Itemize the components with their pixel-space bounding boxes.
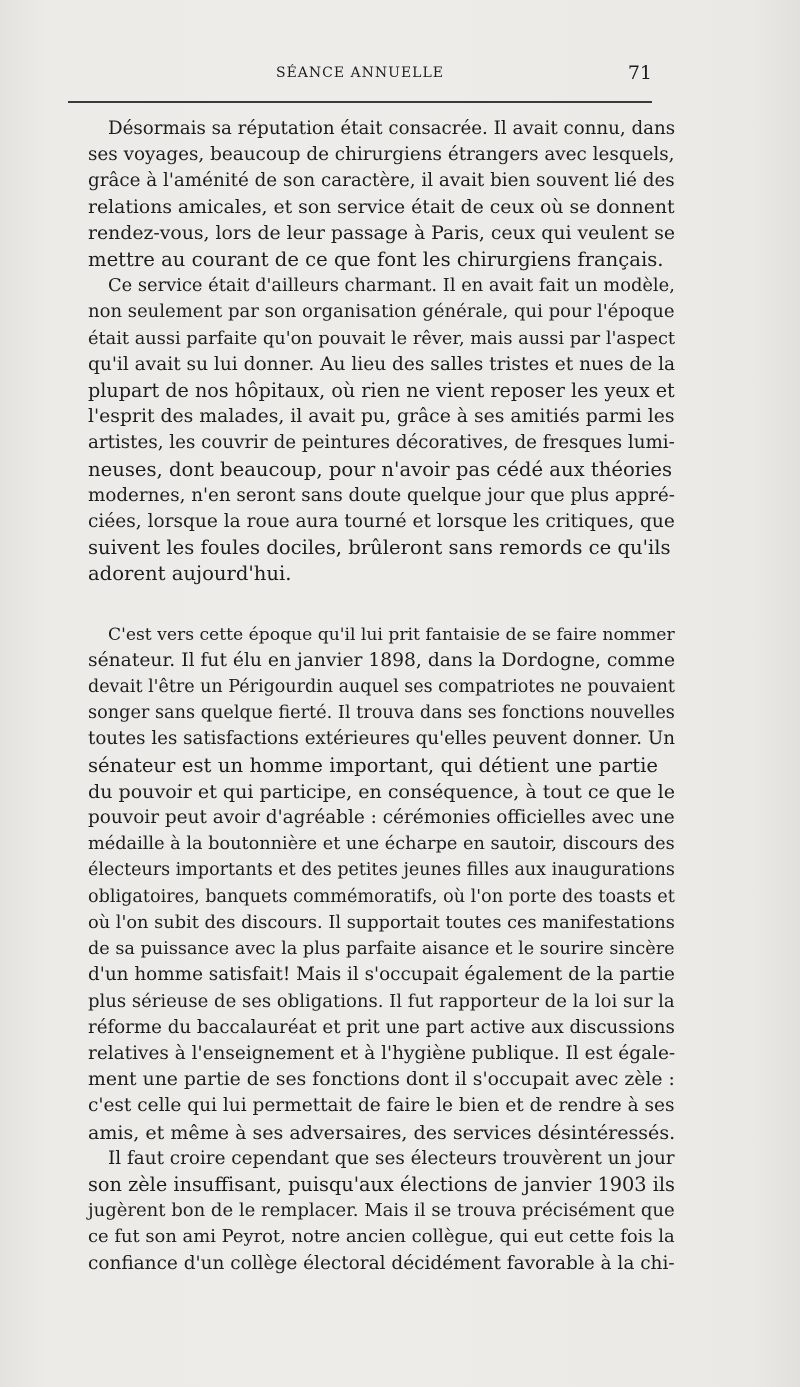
- text-line: de sa puissance avec la plus parfaite aisance et le sourire sincère: [88, 939, 675, 960]
- text-line: plus sérieuse de ses obligations. Il fut rapporteur de la loi sur la: [88, 990, 675, 1012]
- text-line: son zèle insuffisant, puisqu'aux élections de janvier 1903 ils: [88, 1172, 675, 1196]
- header-rule: [68, 101, 652, 103]
- text-line: qu'il avait su lui donner. Au lieu des salles tristes et nues de la: [88, 353, 676, 375]
- text-line: neuses, dont beaucoup, pour n'avoir pas cédé aux théories: [88, 457, 673, 481]
- text-line: confiance d'un collège électoral décidément favorable à la chi-: [88, 1252, 675, 1274]
- text-line: grâce à l'aménité de son caractère, il avait bien souvent lié des: [88, 170, 675, 192]
- text-line: du pouvoir et qui participe, en conséquence, à tout ce que le: [88, 780, 675, 803]
- text-line: ses voyages, beaucoup de chirurgiens étrangers avec lesquels,: [88, 144, 675, 166]
- text-line: non seulement par son organisation générale, qui pour l'époque: [88, 301, 675, 323]
- paragraph-3: [68, 622, 676, 1146]
- text-line: adorent aujourd'hui.: [88, 562, 292, 586]
- text-line: mettre au courant de ce que font les chirurgiens français.: [88, 248, 664, 272]
- text-line: artistes, les couvrir de peintures décoratives, de fresques lumi-: [88, 432, 675, 454]
- page-number: 71: [627, 62, 652, 84]
- text-line: suivent les foules dociles, brûleront sans remords ce qu'ils: [88, 536, 671, 560]
- text-line: jugèrent bon de le remplacer. Mais il se trouva précisément que: [88, 1200, 675, 1222]
- paragraph-4: [68, 1146, 675, 1277]
- text-line: réforme du baccalauréat et prit une part active aux discussions: [88, 1016, 675, 1038]
- text-line: Ce service était d'ailleurs charmant. Il en avait fait un modèle,: [108, 275, 675, 297]
- text-line: électeurs importants et des petites jeunes filles aux inaugurations: [88, 860, 675, 881]
- text-line: d'un homme satisfait! Mais il s'occupait également de la partie: [88, 964, 675, 986]
- text-line: ment une partie de ses fonctions dont il s'occupait avec zèle :: [88, 1069, 675, 1091]
- text-line: sénateur est un homme important, qui détient une partie: [88, 753, 658, 777]
- text-line: amis, et même à ses adversaires, des services désintéressés.: [88, 1121, 676, 1144]
- text-line: modernes, n'en seront sans doute quelque jour que plus appré-: [88, 484, 675, 506]
- body-text: [68, 116, 676, 1277]
- text-line: Il faut croire cependant que ses électeurs trouvèrent un jour: [108, 1147, 675, 1169]
- running-head: [68, 62, 652, 86]
- paragraph-gap: [68, 588, 658, 622]
- text-line: relations amicales, et son service était de ceux où se donnent: [88, 196, 675, 218]
- text-line: Désormais sa réputation était consacrée. Il avait connu, dans: [108, 118, 676, 139]
- text-line: rendez-vous, lors de leur passage à Paris, ceux qui veulent se: [88, 222, 676, 244]
- text-line: l'esprit des malades, il avait pu, grâce à ses amitiés parmi les: [88, 406, 675, 428]
- paragraph-1: [68, 116, 676, 273]
- text-line: médaille à la boutonnière et une écharpe en sautoir, discours des: [88, 834, 675, 855]
- text-line: pouvoir peut avoir d'agréable : cérémonies officielles avec une: [88, 807, 675, 829]
- text-line: où l'on subit des discours. Il supportait toutes ces manifestations: [88, 912, 675, 933]
- text-line: relatives à l'enseignement et à l'hygiène publique. Il est égale-: [88, 1042, 676, 1064]
- text-line: C'est vers cette époque qu'il lui prit fantaisie de se faire nommer: [108, 624, 675, 645]
- running-title: SÉANCE ANNUELLE: [276, 65, 444, 81]
- text-line: c'est celle qui lui permettait de faire le bien et de rendre à ses: [88, 1095, 675, 1117]
- text-line: sénateur. Il fut élu en janvier 1898, dans la Dordogne, comme: [88, 649, 676, 671]
- text-line: obligatoires, banquets commémoratifs, où l'on porte des toasts et: [88, 886, 675, 907]
- text-line: ciées, lorsque la roue aura tourné et lorsque les critiques, que: [88, 511, 675, 533]
- text-line: devait l'être un Périgourdin auquel ses compatriotes ne pouvaient: [88, 677, 675, 698]
- text-line: toutes les satisfactions extérieures qu'elles peuvent donner. Un: [88, 728, 675, 750]
- text-line: plupart de nos hôpitaux, où rien ne vient reposer les yeux et: [88, 379, 675, 403]
- text-line: songer sans quelque fierté. Il trouva dans ses fonctions nouvelles: [88, 703, 675, 724]
- paragraph-2: [68, 273, 676, 587]
- text-line: était aussi parfaite qu'on pouvait le rêver, mais aussi par l'aspect: [88, 328, 676, 349]
- text-line: ce fut son ami Peyrot, notre ancien collègue, qui eut cette fois la: [88, 1226, 675, 1248]
